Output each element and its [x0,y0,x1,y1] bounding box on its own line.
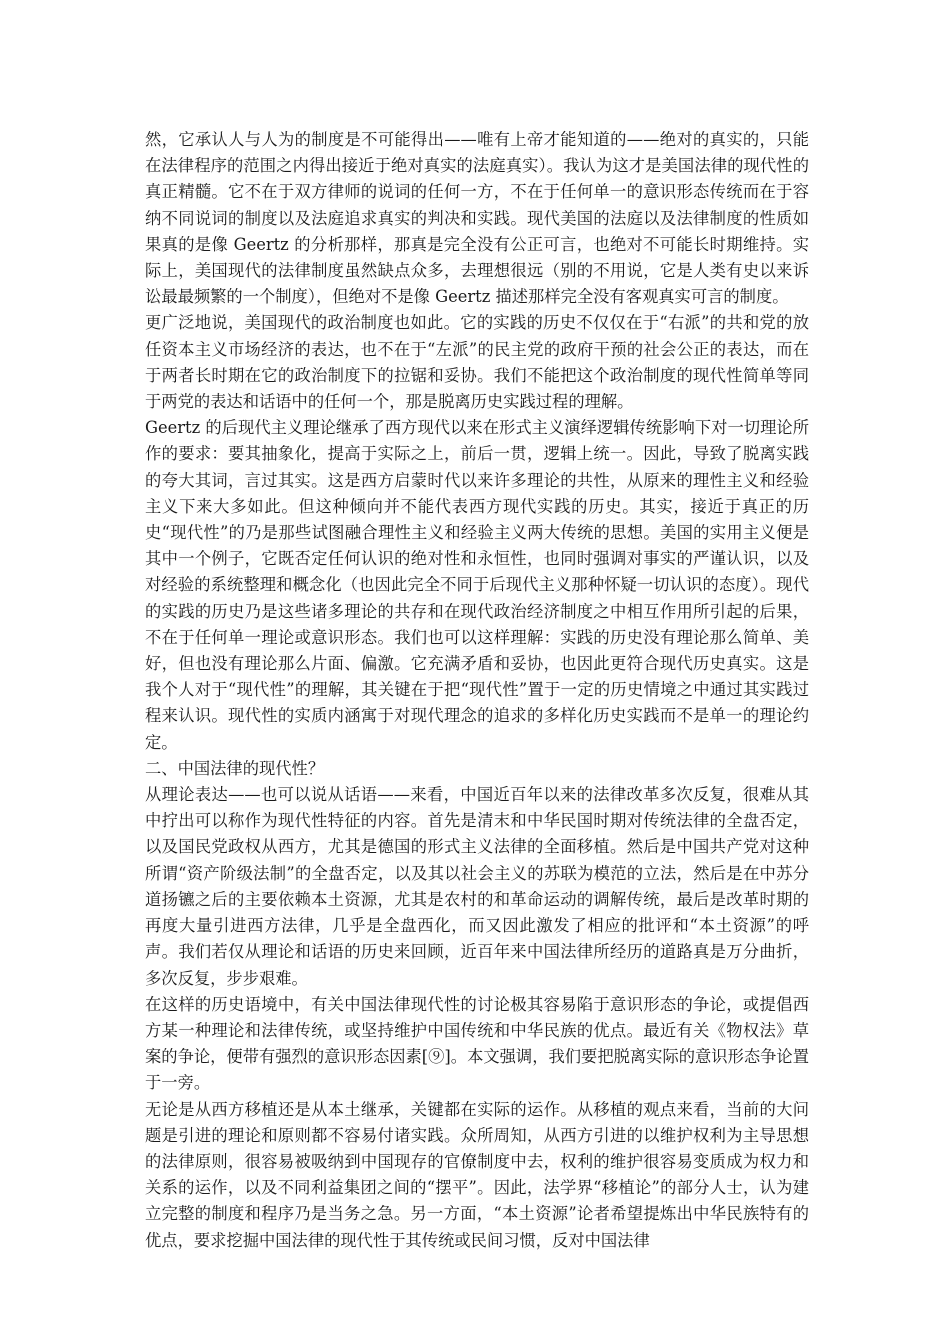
section-heading: 二、中国法律的现代性？ [145,758,325,778]
paragraph-4: 从理论表达——也可以说从话语——来看，中国近百年以来的法律改革多次反复，很难从其中拧出可以称作为现代性特征的内容。首先是清末和中华民国时期对传统法律的全盘否定，以及国民党政权从西方，尤其是德国的形式主义法律的全面移植。然后是中国共产党对这种所谓“资产阶级法制”的全盘否定，以及其以社会主义的苏联为模范的立法，然后是在中苏分道扬镳之后的主要依赖本土资源，尤其是农村的和革命运动的调解传统，最后是改革时期的再度大量引进西方法律，几乎是全盘西化，而又因此激发了相应的批评和“本土资源”的呼声。我们若仅从理论和话语的历史来回顾，近百年来中国法律所经历的道路真是万分曲折，多次反复，步步艰难。 [145,785,809,988]
paragraph-6: 无论是从西方移植还是从本土继承，关键都在实际的运作。从移植的观点来看，当前的大问题是引进的理论和原则都不容易付诸实践。众所周知，从西方引进的以维护权利为主导思想的法律原则，很容易被吸纳到中国现存的官僚制度中去，权利的维护很容易变质成为权力和关系的运作，以及不同利益集团之间的“摆平”。因此，法学界“移植论”的部分人士，认为建立完整的制度和程序乃是当务之急。另一方面，“本土资源”论者希望提炼出中华民族特有的优点，要求挖掘中国法律的现代性于其传统或民间习惯，反对中国法律 [145,1099,809,1250]
paragraph-3: Geertz 的后现代主义理论继承了西方现代以来在形式主义演绎逻辑传统影响下对一切理论所作的要求：要其抽象化，提高于实际之上，前后一贯，逻辑上统一。因此，导致了脱离实践的夸大其词，言过其实。这是西方启蒙时代以来许多理论的共性，从原来的理性主义和经验主义下来大多如此。但这种倾向并不能代表西方现代实践的历史。其实，接近于真正的历史“现代性”的乃是那些试图融合理性主义和经验主义两大传统的思想。美国的实用主义便是其中一个例子，它既否定任何认识的绝对性和永恒性，也同时强调对事实的严谨认识，以及对经验的系统整理和概念化（也因此完全不同于后现代主义那种怀疑一切认识的态度）。现代的实践的历史乃是这些诸多理论的共存和在现代政治经济制度之中相互作用所引起的后果，不在于任何单一理论或意识形态。我们也可以这样理解：实践的历史没有理论那么简单、美好，但也没有理论那么片面、偏激。它充满矛盾和妥协，也因此更符合现代历史真实。这是我个人对于“现代性”的理解，其关键在于把“现代性”置于一定的历史情境之中通过其实践过程来认识。现代性的实质内涵寓于对现代理念的追求的多样化历史实践而不是单一的理论约定。 [145,418,809,752]
paragraph-5: 在这样的历史语境中，有关中国法律现代性的讨论极其容易陷于意识形态的争论，或提倡西方某一种理论和法律传统，或坚持维护中国传统和中华民族的优点。最近有关《物权法》草案的争论，便带有强烈的意识形态因素[⑨]。本文强调，我们要把脱离实际的意识形态争论置于一旁。 [145,994,809,1093]
document-body [145,127,809,1254]
paragraph-2: 更广泛地说，美国现代的政治制度也如此。它的实践的历史不仅仅在于“右派”的共和党的放任资本主义市场经济的表达，也不在于“左派”的民主党的政府干预的社会公正的表达，而在于两者长时期在它的政治制度下的拉锯和妥协。我们不能把这个政治制度的现代性简单等同于两党的表达和话语中的任何一个，那是脱离历史实践过程的理解。 [145,313,809,412]
paragraph-1: 然，它承认人与人为的制度是不可能得出——唯有上帝才能知道的——绝对的真实的，只能在法律程序的范围之内得出接近于绝对真实的法庭真实）。我认为这才是美国法律的现代性的真正精髓。它不在于双方律师的说词的任何一方，不在于任何单一的意识形态传统而在于容纳不同说词的制度以及法庭追求真实的判决和实践。现代美国的法庭以及法律制度的性质如果真的是像 Geertz 的分析那样，那真是完全没有公正可言，也绝对不可能长时期维持。实际上，美国现代的法律制度虽然缺点众多，去理想很远（别的不用说，它是人类有史以来诉讼最最频繁的一个制度），但绝对不是像 Geertz 描述那样完全没有客观真实可言的制度。 [145,130,809,307]
